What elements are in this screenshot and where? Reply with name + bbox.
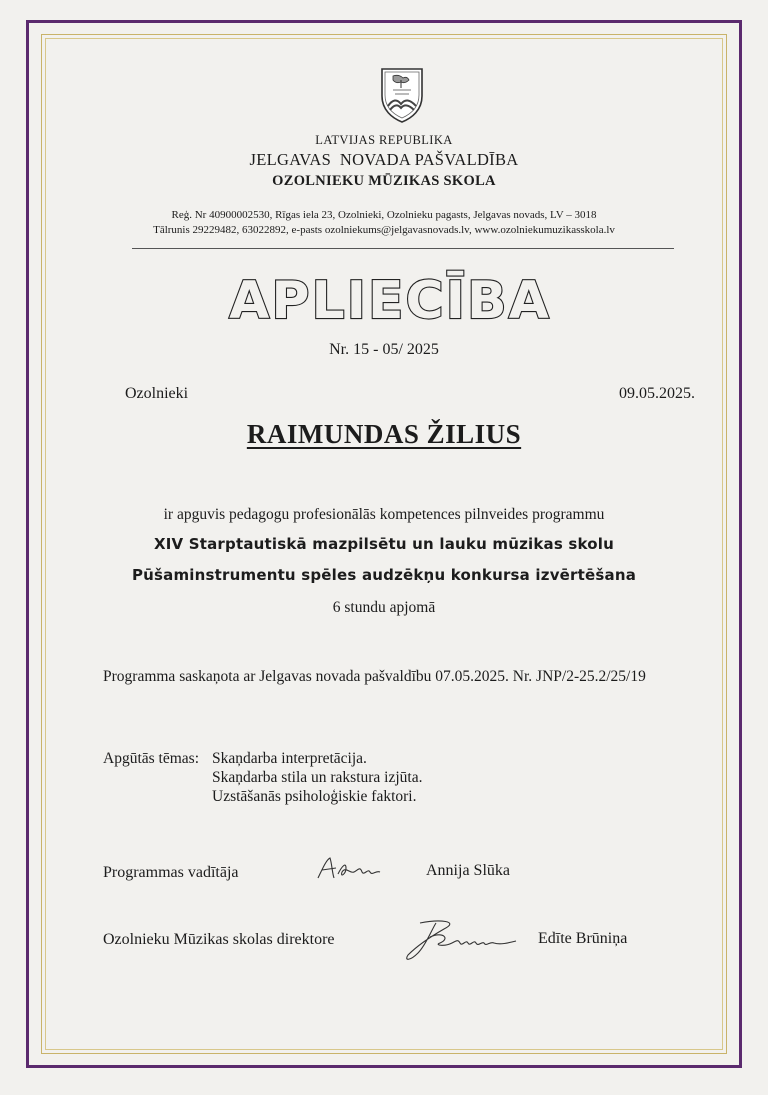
signatory-role-director: Ozolnieku Mūzikas skolas direktore xyxy=(103,931,335,948)
signature-director xyxy=(400,915,530,965)
document-number: Nr. 15 - 05/ 2025 xyxy=(329,341,439,358)
signature-program-lead xyxy=(312,852,388,886)
signatory-name-director: Edīte Brūniņa xyxy=(538,930,628,947)
contact-info: Tālrunis 29229482, 63022892, e-pasts ozolniekums@jelgavasnovads.lv, www.ozolniekumuzikasskola.lv xyxy=(153,224,615,236)
municipality-name: JELGAVAS NOVADA PAŠVALDĪBA xyxy=(249,150,519,169)
header-divider xyxy=(132,248,674,249)
topic-item: Uzstāšanās psiholoģiskie faktori. xyxy=(212,788,417,805)
issue-date: 09.05.2025. xyxy=(619,385,695,402)
topic-item: Skaņdarba stila un rakstura izjūta. xyxy=(212,769,423,786)
issue-place: Ozolnieki xyxy=(125,385,189,402)
topics-label: Apgūtās tēmas: xyxy=(103,750,199,767)
recipient-name-text: RAIMUNDAS ŽILIUS xyxy=(246,419,522,449)
approval-statement: Programma saskaņota ar Jelgavas novada pašvaldību 07.05.2025. Nr. JNP/2-25.2/25/19 xyxy=(103,668,646,685)
signatory-role-program-lead: Programmas vadītāja xyxy=(103,864,239,881)
title-text: APLIECĪBA xyxy=(229,271,551,331)
program-title-line-2: Pūšaminstrumentu spēles audzēkņu konkursa izvērtēšana xyxy=(131,566,637,584)
school-name: OZOLNIEKU MŪZIKAS SKOLA xyxy=(272,173,496,189)
program-hours: 6 stundu apjomā xyxy=(332,599,436,616)
recipient-name xyxy=(0,419,768,450)
program-title-line-1: XIV Starptautiskā mazpilsētu un lauku mūzikas skolu xyxy=(153,535,615,553)
topic-item: Skaņdarba interpretācija. xyxy=(212,750,367,767)
completion-statement: ir apguvis pedagogu profesionālās kompetences pilnveides programmu xyxy=(163,506,605,523)
document-title xyxy=(200,264,580,334)
signatory-name-program-lead: Annija Slūka xyxy=(426,862,510,879)
republic-name: LATVIJAS REPUBLIKA xyxy=(315,133,453,147)
registration-info: Reģ. Nr 40900002530, Rīgas iela 23, Ozolnieki, Ozolnieku pagasts, Jelgavas novads, LV – 3018 xyxy=(171,209,597,221)
coat-of-arms-icon xyxy=(379,66,425,124)
